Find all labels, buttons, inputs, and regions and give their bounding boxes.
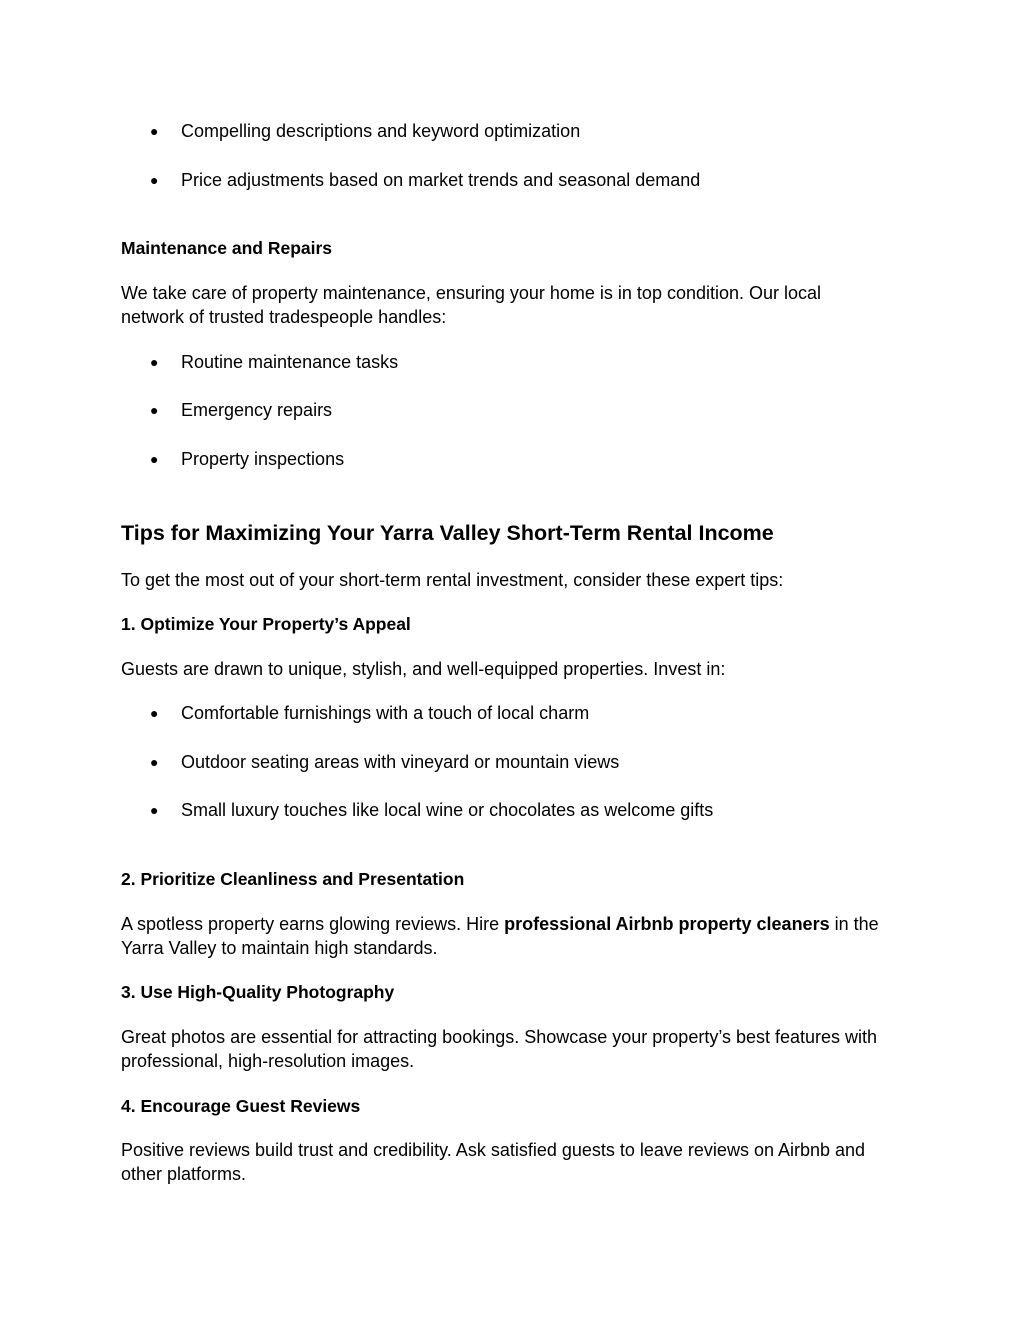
paragraph-line: network of trusted tradespeople handles: (121, 307, 447, 327)
paragraph-line: other platforms. (121, 1164, 247, 1184)
tip-heading: 4. Encourage Guest Reviews (121, 1096, 361, 1116)
list-item-text: Comfortable furnishings with a touch of local charm (181, 703, 590, 723)
emphasis-text: professional Airbnb property cleaners (504, 914, 830, 934)
paragraph-text: in the (829, 914, 879, 934)
list-item-text: Emergency repairs (181, 400, 333, 420)
list-item-text: Compelling descriptions and keyword optimization (181, 121, 581, 141)
bullet-icon: ● (150, 123, 159, 139)
list-item-text: Outdoor seating areas with vineyard or mountain views (181, 752, 620, 772)
paragraph-line: We take care of property maintenance, ensuring your home is in top condition. Our local (121, 283, 822, 303)
bullet-icon: ● (150, 451, 159, 467)
paragraph-line: Guests are drawn to unique, stylish, and well-equipped properties. Invest in: (121, 659, 726, 679)
paragraph-line: Yarra Valley to maintain high standards. (121, 938, 438, 958)
section-subheading: Maintenance and Repairs (121, 238, 333, 258)
bullet-icon: ● (150, 354, 159, 370)
tip-heading: 1. Optimize Your Property’s Appeal (121, 614, 411, 634)
list-item-text: Property inspections (181, 449, 345, 469)
list-item-text: Routine maintenance tasks (181, 352, 399, 372)
paragraph-line: Great photos are essential for attracting bookings. Showcase your property’s best features with (121, 1027, 878, 1047)
list-item-text: Price adjustments based on market trends and seasonal demand (181, 170, 701, 190)
list-item-text: Small luxury touches like local wine or chocolates as welcome gifts (181, 800, 714, 820)
paragraph-line: professional, high-resolution images. (121, 1051, 415, 1071)
paragraph-line: Positive reviews build trust and credibility. Ask satisfied guests to leave reviews on Airbnb and (121, 1140, 866, 1160)
paragraph-line: To get the most out of your short-term rental investment, consider these expert tips: (121, 570, 784, 590)
bullet-icon: ● (150, 754, 159, 770)
paragraph-text: A spotless property earns glowing reviews. Hire (121, 914, 505, 934)
bullet-icon: ● (150, 802, 159, 818)
tip-heading: 3. Use High-Quality Photography (121, 982, 395, 1002)
tip-heading: 2. Prioritize Cleanliness and Presentation (121, 869, 465, 889)
bullet-icon: ● (150, 172, 159, 188)
bullet-icon: ● (150, 705, 159, 721)
section-heading: Tips for Maximizing Your Yarra Valley Short-Term Rental Income (121, 521, 774, 545)
bullet-icon: ● (150, 402, 159, 418)
paragraph-line (121, 912, 879, 936)
